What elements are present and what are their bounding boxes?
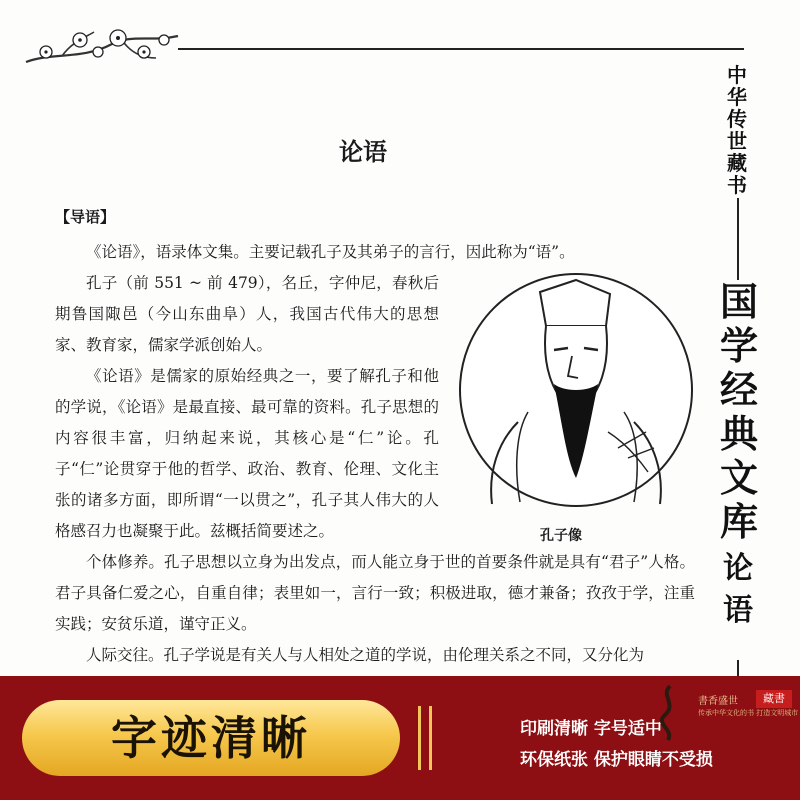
paragraph-relations [55, 640, 695, 671]
header-rule [178, 48, 744, 50]
paragraph-confucius [55, 268, 439, 361]
paragraph-text: 孔子（前 551 ~ 前 479），名丘，字仲尼，春秋后期鲁国陬邑（今山东曲阜）人，我国古代伟大的思想家、教育家，儒家学派创始人。 [55, 274, 439, 354]
divider-bars [418, 706, 432, 770]
side-rule-top [737, 198, 739, 280]
shop-name: 書香盛世 [698, 696, 738, 707]
paragraph-text: 个体修养。孔子思想以立身为出发点，而人能立身于世的首要条件就是具有“君子”人格。君子具备仁爱之心，自重自律；表里如一，言行一致；积极进取，德才兼备；孜孜于学，注重实践；安贫乐道，谨守正义。 [55, 553, 695, 633]
shop-tagline: 传承中华文化的书 打造文明城市 [698, 709, 799, 717]
portrait-caption: 孔子像 [540, 528, 582, 544]
paragraph-intro [55, 237, 695, 268]
page-title: 论语 [339, 138, 387, 166]
intro-heading: 【导语】 [55, 208, 116, 226]
paragraph-self-cultivation [55, 547, 695, 640]
paragraph-analects [55, 361, 439, 547]
side-book-title: 论语 [723, 551, 753, 628]
confucius-portrait [458, 272, 694, 508]
banner-line-2: 环保纸张 保护眼睛不受损 [520, 750, 713, 770]
library-label: 国学经典文库 [719, 280, 758, 544]
calligraphy-ornament [650, 682, 690, 742]
banner-line-1: 印刷清晰 字号适中 [520, 719, 662, 739]
plum-blossom-ornament [22, 22, 182, 72]
paragraph-text: 《论语》，语录体文集。主要记载孔子及其弟子的言行，因此称为“语”。 [86, 243, 575, 261]
paragraph-text: 人际交往。孔子学说是有关人与人相处之道的学说，由伦理关系之不同，又分化为 [86, 646, 645, 664]
seal-stamp: 藏書 [756, 690, 792, 708]
paragraph-text: 《论语》是儒家的原始经典之一，要了解孔子和他的学说，《论语》是最直接、最可靠的资料。孔子思想的内容很丰富，归纳起来说，其核心是“仁”论。孔子“仁”论贯穿于他的哲学、政治、教育、伦理、文化主张的诸多方面，即所谓“一以贯之”，孔子其人伟大的人格感召力也凝聚于此。兹概括简要述之。 [55, 367, 439, 540]
slogan-text: 字迹清晰 [111, 711, 311, 765]
series-label: 中华传世藏书 [727, 63, 747, 197]
